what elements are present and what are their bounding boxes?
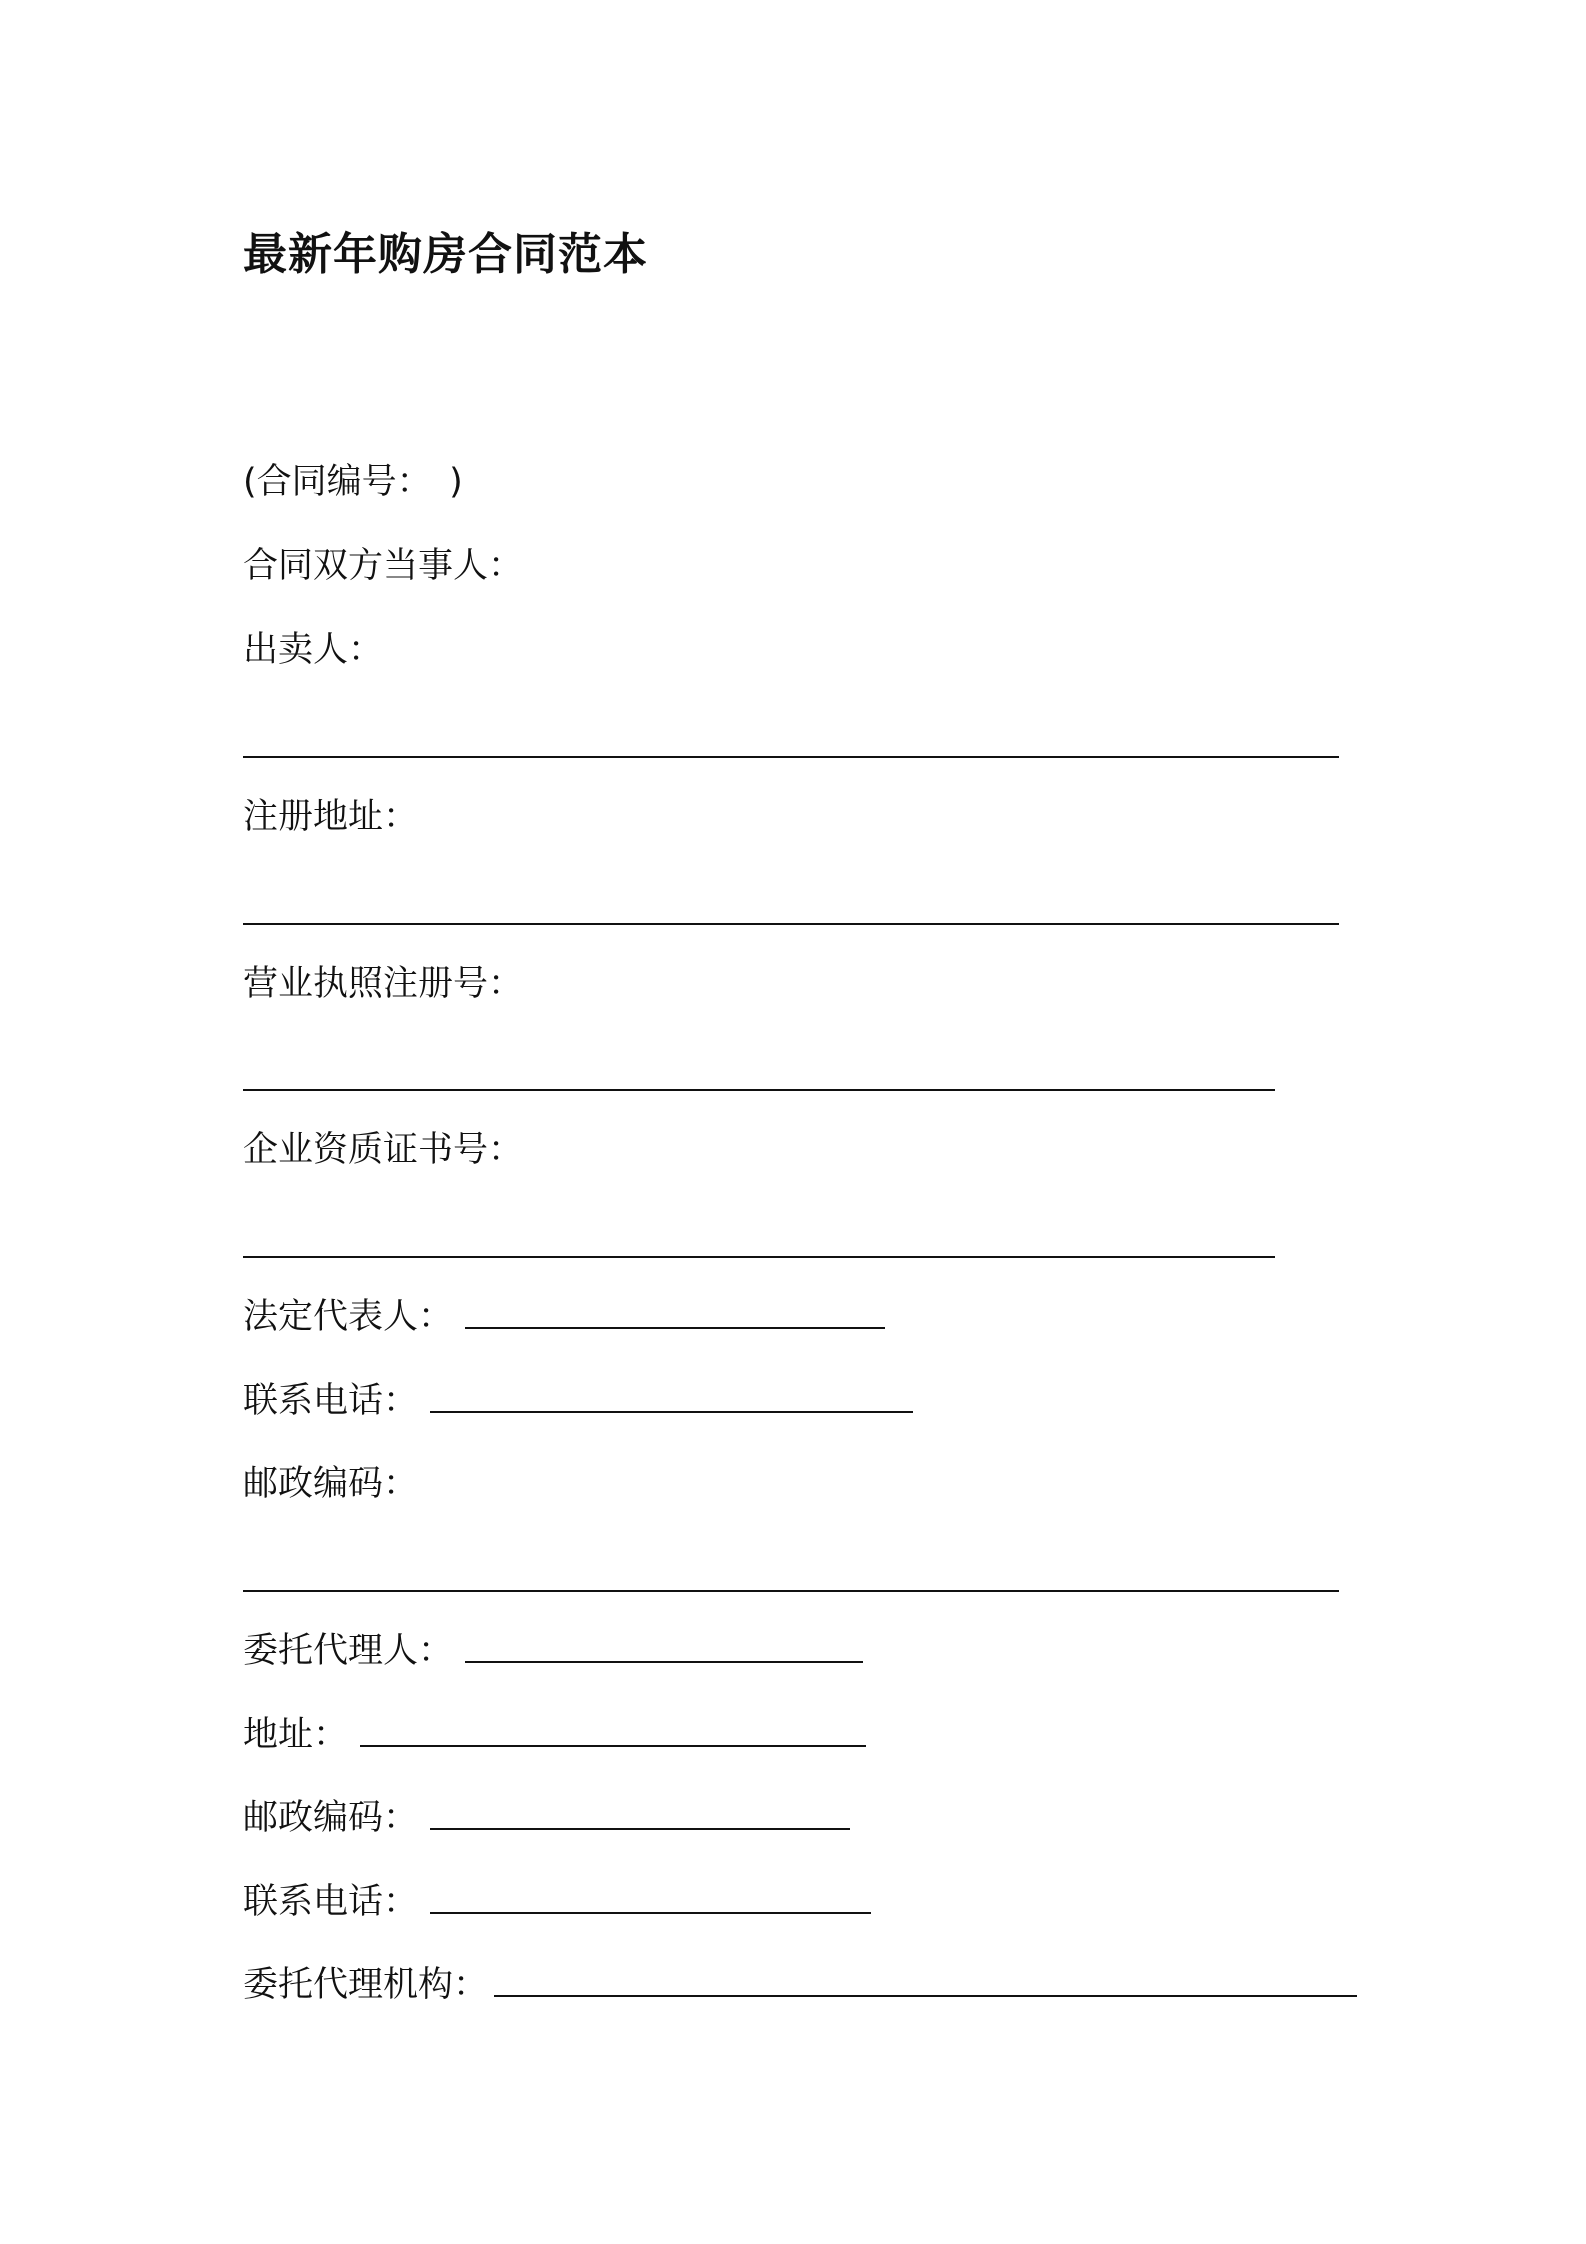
seller-phone-blank[interactable]	[430, 1411, 913, 1413]
agency-line	[243, 1957, 1357, 2007]
agent-postal-code-line	[243, 1790, 850, 1840]
registered-address-blank[interactable]	[243, 923, 1339, 925]
agent-address-label: 地址：	[243, 1715, 349, 1755]
seller-postal-code-label: 邮政编码：	[243, 1464, 419, 1504]
agent-blank[interactable]	[465, 1661, 863, 1663]
seller-phone-label: 联系电话：	[243, 1381, 419, 1421]
business-license-blank[interactable]	[243, 1089, 1275, 1091]
agent-phone-line	[243, 1874, 871, 1924]
qualification-cert-line	[243, 1122, 523, 1172]
agent-phone-label: 联系电话：	[243, 1882, 419, 1922]
legal-representative-label: 法定代表人：	[243, 1297, 454, 1337]
parties-line	[243, 538, 523, 588]
seller-line	[243, 622, 383, 672]
seller-postal-code-blank[interactable]	[243, 1590, 1339, 1592]
business-license-label: 营业执照注册号：	[243, 964, 524, 1004]
agent-line	[243, 1623, 863, 1673]
parties-label: 合同双方当事人：	[243, 546, 524, 586]
agent-postal-code-label: 邮政编码：	[243, 1798, 419, 1838]
registered-address-line	[243, 789, 418, 839]
agent-phone-blank[interactable]	[430, 1912, 871, 1914]
agency-label: 委托代理机构：	[243, 1965, 489, 2005]
qualification-cert-label: 企业资质证书号：	[243, 1130, 524, 1170]
legal-representative-line	[243, 1289, 885, 1339]
agent-label: 委托代理人：	[243, 1631, 454, 1671]
agent-address-line	[243, 1707, 866, 1757]
agent-postal-code-blank[interactable]	[430, 1828, 850, 1830]
seller-label: 出卖人：	[243, 630, 384, 670]
legal-representative-blank[interactable]	[465, 1327, 885, 1329]
seller-name-blank[interactable]	[243, 756, 1339, 758]
business-license-line	[243, 956, 523, 1006]
contract-number-label: (合同编号： )	[243, 462, 463, 502]
seller-postal-code-line	[243, 1456, 418, 1506]
registered-address-label: 注册地址：	[243, 797, 419, 837]
agent-address-blank[interactable]	[360, 1745, 866, 1747]
contract-number-line	[243, 454, 463, 504]
seller-phone-line	[243, 1373, 913, 1423]
agency-blank[interactable]	[494, 1995, 1357, 1997]
document-title: 最新年购房合同范本	[243, 229, 648, 280]
qualification-cert-blank[interactable]	[243, 1256, 1275, 1258]
